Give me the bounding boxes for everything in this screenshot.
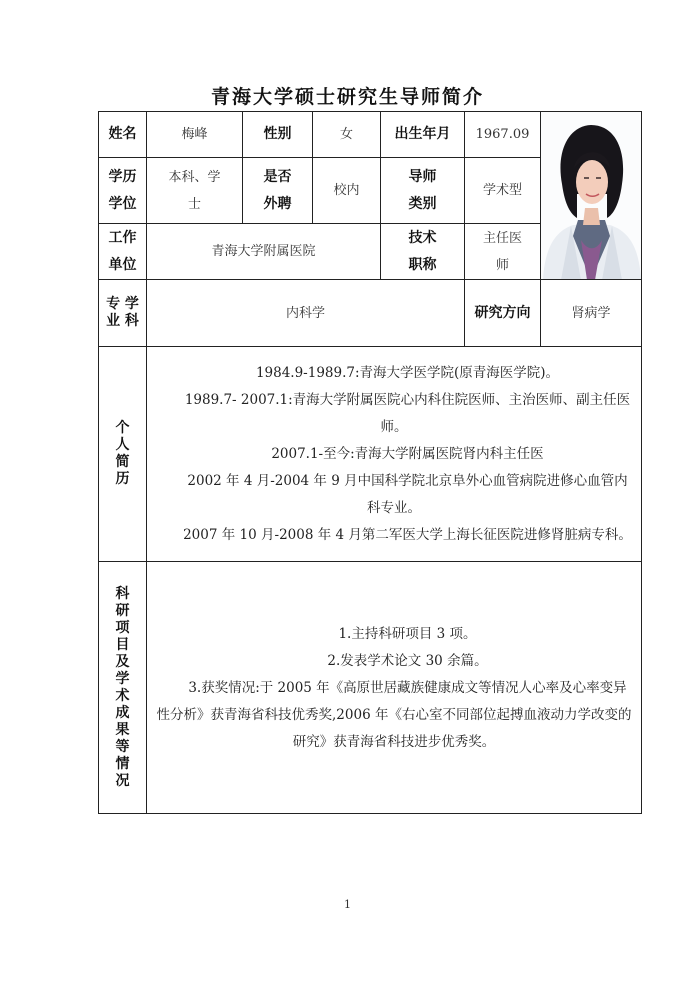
research-label-char: 果	[115, 721, 130, 738]
name-value: 梅峰	[147, 112, 243, 158]
profile-table	[98, 111, 642, 814]
birth-value: 1967.09	[465, 112, 541, 158]
unit-label-line1: 工作	[108, 229, 137, 246]
research-label-char: 况	[115, 772, 130, 789]
research-direction-value: 肾病学	[541, 280, 642, 347]
professional-title-label	[381, 224, 465, 280]
photo-cell	[541, 112, 642, 280]
portrait-photo	[541, 112, 642, 280]
resume-label	[99, 347, 147, 562]
advisor-type-label	[381, 158, 465, 224]
advisor-type-label-line1: 导师	[408, 168, 437, 185]
research-label-char: 术	[115, 687, 130, 704]
research-label-char: 学	[115, 670, 130, 687]
resume-entry: 2007 年 10 月-2008 年 4 月第二军医大学上海长征医院进修肾脏病专科。	[183, 526, 632, 543]
resume-entry: 2002 年 4 月-2004 年 9 月中国科学院北京阜外心血管病院进修心血管内科专业。	[187, 472, 628, 516]
row-major	[99, 280, 642, 347]
unit-label	[99, 224, 147, 280]
professional-title-value-line2: 师	[495, 257, 509, 273]
row-resume	[99, 347, 642, 562]
gender-value: 女	[313, 112, 381, 158]
external-label	[243, 158, 313, 224]
research-label-char: 科	[115, 585, 130, 602]
research-label-char: 等	[115, 738, 130, 755]
major-label-line1: 专 学	[106, 296, 139, 312]
advisor-type-label-line2: 类别	[408, 195, 437, 212]
degree-label-line1: 学历	[108, 168, 137, 185]
degree-value-line1: 本科、学	[168, 169, 221, 185]
resume-entry: 1984.9-1989.7:青海大学医学院(原青海医学院)。	[255, 364, 560, 381]
resume-entry: 2007.1-至今:青海大学附属医院肾内科主任医	[271, 445, 544, 462]
document-title: 青海大学硕士研究生导师简介	[210, 86, 484, 108]
unit-value: 青海大学附属医院	[147, 224, 381, 280]
gender-label: 性别	[243, 112, 313, 158]
research-label	[99, 562, 147, 814]
research-entry: 2.发表学术论文 30 余篇。	[327, 653, 488, 669]
row-research	[99, 562, 642, 814]
professional-title-label-line2: 职称	[408, 256, 437, 273]
research-entry: 1.主持科研项目 3 项。	[338, 626, 477, 642]
resume-label-char: 人	[115, 437, 130, 453]
research-label-char: 及	[115, 653, 130, 670]
major-label-line2: 业 科	[106, 313, 139, 329]
professional-title-value	[465, 224, 541, 280]
research-label-char: 项	[115, 619, 130, 636]
resume-label-char: 简	[115, 454, 130, 470]
name-label: 姓名	[99, 112, 147, 158]
resume-label-char: 个	[115, 420, 130, 436]
external-value: 校内	[313, 158, 381, 224]
research-label-char: 情	[115, 755, 130, 772]
professional-title-label-line1: 技术	[408, 229, 437, 246]
resume-content	[147, 347, 642, 562]
major-label	[99, 280, 147, 347]
unit-label-line2: 单位	[108, 256, 137, 273]
advisor-type-value: 学术型	[465, 158, 541, 224]
major-value: 内科学	[147, 280, 465, 347]
degree-label-line2: 学位	[108, 195, 137, 212]
external-label-line2: 外聘	[263, 195, 292, 212]
degree-value	[147, 158, 243, 224]
birth-label: 出生年月	[381, 112, 465, 158]
research-label-char: 研	[115, 602, 130, 619]
research-entry: 3.获奖情况:于 2005 年《高原世居藏族健康成文等情况人心率及心率变异性分析》获青海省科技优秀奖,2006 年《右心室不同部位起搏血液动力学改变的研究》获青海省科技进步优秀奖。	[156, 680, 632, 750]
research-direction-label: 研究方向	[465, 280, 541, 347]
page-number: 1	[344, 898, 351, 911]
research-content	[147, 562, 642, 814]
external-label-line1: 是否	[263, 168, 292, 185]
resume-label-char: 历	[115, 471, 130, 487]
resume-entry: 1989.7- 2007.1:青海大学附属医院心内科住院医师、主治医师、副主任医师。	[184, 391, 631, 435]
degree-value-line2: 士	[187, 196, 201, 212]
degree-label	[99, 158, 147, 224]
professional-title-value-line1: 主任医	[482, 230, 522, 246]
row-basic-info	[99, 112, 642, 158]
research-label-char: 目	[115, 636, 130, 653]
research-label-char: 成	[115, 704, 130, 721]
